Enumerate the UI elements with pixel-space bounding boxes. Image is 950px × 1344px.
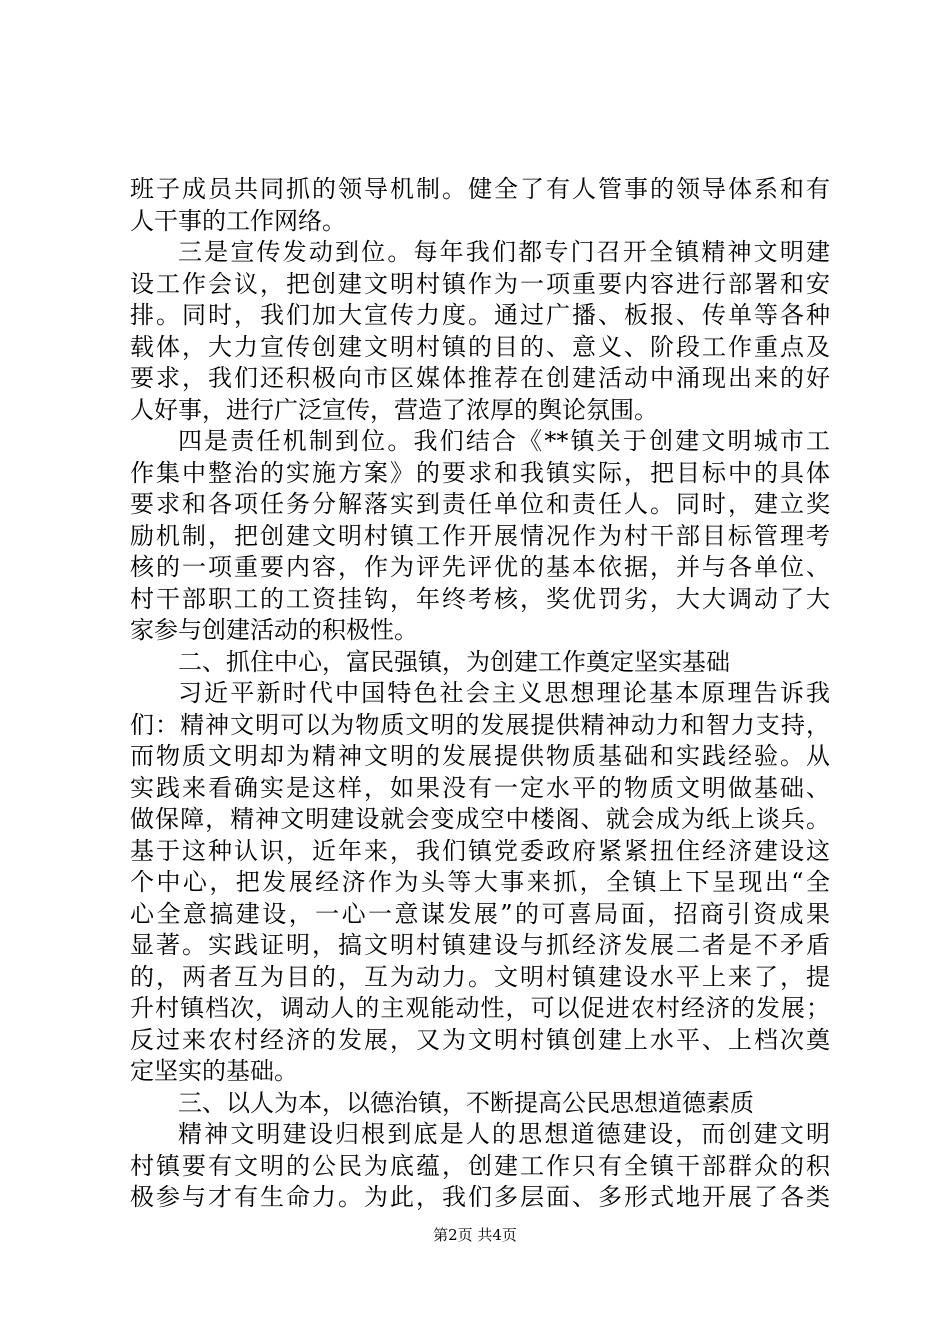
text-line: 要求，我们还积极向市区媒体推荐在创建活动中涌现出来的好 [130, 364, 830, 392]
text-line: 班子成员共同抓的领导机制。健全了有人管事的领导体系和有 [130, 175, 830, 203]
text-line: 反过来农村经济的发展，又为文明村镇创建上水平、上档次奠 [130, 1025, 830, 1054]
text-line: 排。同时，我们加大宣传力度。通过广播、板报、传单等各种 [130, 301, 830, 329]
section-heading: 三、以人为本，以德治镇，不断提高公民思想道德素质 [178, 1088, 754, 1117]
text-line: 做保障，精神文明建设就会变成空中楼阁、就会成为纸上谈兵。 [130, 805, 830, 833]
text-line: 人干事的工作网络。 [130, 206, 346, 235]
text-line: 升村镇档次，调动人的主观能动性，可以促进农村经济的发展； [130, 994, 830, 1022]
text-line: 个中心，把发展经济作为头等大事来抓，全镇上下呈现出“全 [130, 868, 830, 896]
text-line: 们：精神文明可以为物质文明的发展提供精神动力和智力支持， [130, 710, 830, 739]
text-line: 作集中整治的实施方案》的要求和我镇实际，把目标中的具体 [130, 458, 830, 487]
text-line: 家参与创建活动的积极性。 [130, 616, 418, 644]
paragraph-start-line: 精神文明建设归根到底是人的思想道德建设，而创建文明 [178, 1120, 830, 1148]
text-line: 人好事，进行广泛宣传，营造了浓厚的舆论氛围。 [130, 395, 658, 424]
text-line: 而物质文明却为精神文明的发展提供物质基础和实践经验。从 [130, 742, 830, 770]
body-text [130, 174, 830, 1214]
section-heading: 二、抓住中心，富民强镇，为创建工作奠定坚实基础 [178, 647, 730, 676]
text-line: 极参与才有生命力。为此，我们多层面、多形式地开展了各类 [130, 1183, 830, 1211]
text-line: 励机制，把创建文明村镇工作开展情况作为村干部目标管理考 [130, 521, 830, 550]
text-line: 核的一项重要内容，作为评先评优的基本依据，并与各单位、 [130, 553, 830, 581]
text-line: 定坚实的基础。 [130, 1057, 298, 1085]
text-line: 的，两者互为目的，互为动力。文明村镇建设水平上来了，提 [130, 962, 830, 991]
text-line: 实践来看确实是这样，如果没有一定水平的物质文明做基础、 [130, 773, 830, 802]
paragraph-start-line: 习近平新时代中国特色社会主义思想理论基本原理告诉我 [178, 679, 830, 707]
text-line: 载体，大力宣传创建文明村镇的目的、意义、阶段工作重点及 [130, 332, 830, 361]
paragraph-start-line: 四是责任机制到位。我们结合《**镇关于创建文明城市工 [178, 427, 830, 455]
text-line: 村镇要有文明的公民为底蕴，创建工作只有全镇干部群众的积 [130, 1151, 830, 1180]
text-line: 基于这种认识，近年来，我们镇党委政府紧紧扭住经济建设这 [130, 836, 830, 865]
page-number-footer: 第2页 共4页 [433, 1226, 517, 1244]
text-line: 设工作会议，把创建文明村镇作为一项重要内容进行部署和安 [130, 269, 830, 298]
paragraph-start-line: 三是宣传发动到位。每年我们都专门召开全镇精神文明建 [178, 238, 830, 266]
text-line: 要求和各项任务分解落实到责任单位和责任人。同时，建立奖 [130, 490, 830, 518]
text-line: 显著。实践证明，搞文明村镇建设与抓经济发展二者是不矛盾 [130, 931, 830, 959]
text-line: 村干部职工的工资挂钩，年终考核，奖优罚劣，大大调动了大 [130, 584, 830, 613]
text-line: 心全意搞建设，一心一意谋发展”的可喜局面，招商引资成果 [130, 899, 830, 928]
